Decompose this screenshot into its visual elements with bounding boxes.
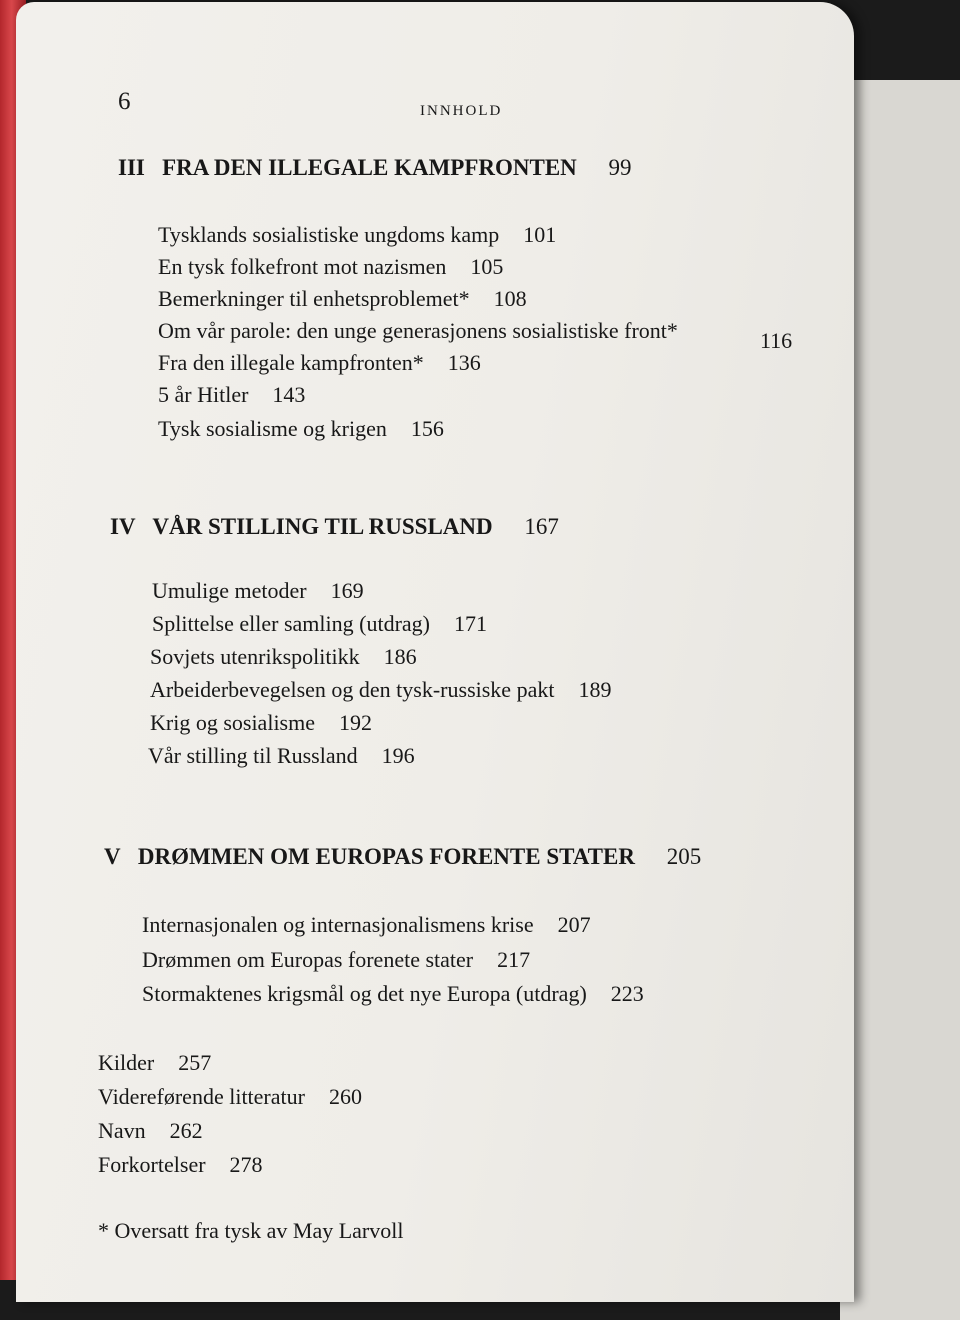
toc-entry	[142, 981, 644, 1007]
toc-entry	[152, 611, 487, 637]
entry-page: 169	[330, 578, 364, 603]
entry-title: Krig og sosialisme	[150, 710, 315, 735]
part-title: FRA DEN ILLEGALE KAMPFRONTEN	[162, 155, 577, 180]
entry-title: Internasjonalen og internasjonalismens krise	[142, 912, 534, 937]
entry-title: En tysk folkefront mot nazismen	[158, 254, 447, 279]
toc-entry	[158, 416, 444, 442]
entry-page: 262	[169, 1118, 203, 1143]
running-title: INNHOLD	[420, 103, 503, 119]
toc-entry	[158, 318, 678, 344]
entry-page: 136	[447, 350, 481, 375]
entry-page: 105	[470, 254, 504, 279]
entry-page: 171	[454, 611, 487, 636]
entry-title: Kilder	[98, 1050, 155, 1075]
entry-title: Splittelse eller samling (utdrag)	[152, 611, 430, 636]
entry-title: Tysklands sosialistiske ungdoms kamp	[158, 222, 500, 247]
part-heading-iii	[118, 155, 632, 181]
back-matter-entry	[98, 1084, 362, 1110]
entry-page: 101	[523, 222, 557, 247]
entry-title: Navn	[98, 1118, 146, 1143]
entry-page: 257	[178, 1050, 212, 1075]
entry-title: Drømmen om Europas forenete stater	[142, 947, 474, 972]
entry-title: Forkortelser	[98, 1152, 206, 1177]
page-number: 6	[118, 88, 131, 115]
toc-entry	[158, 286, 527, 312]
entry-page: 207	[557, 912, 591, 937]
entry-page: 156	[410, 416, 444, 441]
entry-page: 108	[493, 286, 527, 311]
part-page: 99	[608, 155, 632, 180]
toc-entry	[158, 350, 481, 376]
entry-page: 143	[272, 382, 306, 407]
toc-entry	[142, 912, 591, 938]
entry-title: Tysk sosialisme og krigen	[158, 416, 387, 441]
entry-page: 116	[760, 328, 793, 353]
part-page: 205	[666, 844, 702, 869]
part-title: DRØMMEN OM EUROPAS FORENTE STATER	[137, 844, 635, 869]
part-heading-iv	[110, 514, 559, 540]
part-heading-v	[104, 844, 701, 870]
entry-page: 278	[229, 1152, 263, 1177]
entry-title: Om vår parole: den unge generasjonens sosialistiske front*	[158, 318, 678, 343]
back-matter-entry	[98, 1050, 211, 1076]
entry-title: Bemerkninger til enhetsproblemet*	[158, 286, 470, 311]
part-roman: V	[104, 844, 121, 869]
entry-title: 5 år Hitler	[158, 382, 249, 407]
entry-title: Vår stilling til Russland	[148, 743, 358, 768]
toc-entry	[158, 222, 556, 248]
entry-page: 223	[610, 981, 644, 1006]
entry-title: Videreførende litteratur	[98, 1084, 305, 1109]
entry-title: Arbeiderbevegelsen og den tysk-russiske pakt	[150, 677, 555, 702]
toc-entry	[148, 743, 415, 769]
back-matter-entry	[98, 1118, 203, 1144]
entry-page: 192	[339, 710, 372, 735]
toc-entry	[150, 677, 611, 703]
toc-entry	[158, 382, 305, 408]
part-page: 167	[524, 514, 559, 539]
toc-entry	[142, 947, 530, 973]
entry-title: Umulige metoder	[152, 578, 307, 603]
facing-page	[840, 80, 960, 1320]
part-roman: III	[118, 155, 145, 180]
footnote: * Oversatt fra tysk av May Larvoll	[98, 1218, 404, 1243]
toc-entry	[150, 644, 417, 670]
back-matter-entry	[98, 1152, 263, 1178]
entry-page: 189	[578, 677, 612, 702]
entry-title: Stormaktenes krigsmål og det nye Europa (utdrag)	[142, 981, 587, 1006]
entry-title: Sovjets utenrikspolitikk	[150, 644, 360, 669]
toc-entry	[152, 578, 364, 604]
toc-entry	[150, 710, 372, 736]
toc-entry	[158, 254, 503, 280]
entry-page: 196	[381, 743, 415, 768]
part-roman: IV	[110, 514, 136, 539]
entry-page: 260	[328, 1084, 362, 1109]
entry-page: 186	[383, 644, 417, 669]
entry-title: Fra den illegale kampfronten*	[158, 350, 424, 375]
entry-page: 217	[497, 947, 531, 972]
part-title: VÅR STILLING TIL RUSSLAND	[152, 514, 493, 539]
